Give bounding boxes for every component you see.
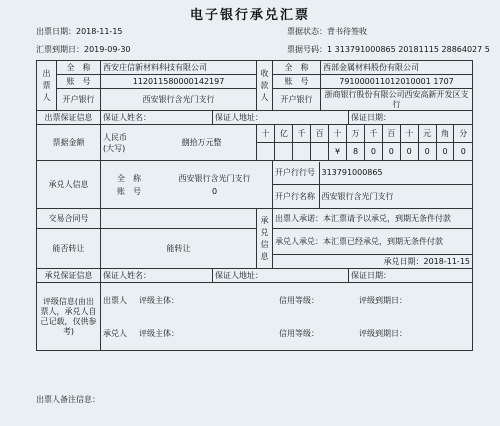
acceptor-bank-name: 西安银行含光门支行 [321,191,394,201]
bill-table [36,60,473,351]
acceptor-guarantee-label: 承兑保证信息 [37,269,101,283]
acceptor-guarantor-name: 保证人姓名： [101,269,213,283]
drawer-promise: 出票人承诺：本汇票请予以承兑，到期无条件付款 [273,209,473,229]
contract-no-value [101,209,257,229]
amount-digit-cell: 0 [400,143,418,161]
payee-side-label: 收款人 [257,61,273,111]
drawer-name-label: 全 称 [57,61,101,75]
contract-no-label: 交易合同号 [37,209,101,229]
acceptor-guarantor-address: 保证人地址： [213,269,349,283]
amount-digit-cell [293,143,311,161]
amount-unit-cell: 分 [454,125,472,143]
amount-digit-cell: 0 [454,143,472,161]
due-date: 汇票到期日：2019-09-30 [36,45,131,54]
rating-acceptor-subject: 评级主体： [139,328,179,338]
rating-acceptor: 承兑人 [103,328,127,338]
drawer-guarantor-address: 保证人地址： [213,111,349,125]
acceptor-promise: 承兑人承兑：本汇票已经承兑，到期无条件付款 [273,229,473,255]
payee-bank: 浙商银行股份有限公司西安高新开发区支行 [321,89,473,111]
drawer-name: 西安庄信新材料科技有限公司 [101,61,257,75]
rating-acceptor-expiry: 评级到期日： [359,328,407,338]
acceptance-date: 承兑日期：2018-11-15 [273,255,473,269]
amount-unit-cell: 万 [347,125,365,143]
amount-digit-cell: 0 [418,143,436,161]
amount-unit-cell: 十 [329,125,347,143]
payee-name: 西部金属材料股份有限公司 [321,61,473,75]
rating-info-label: 评级信息(由出票人，承兑人自己记载，仅供参考) [37,283,101,351]
amount-digit-cell [257,143,275,161]
amount-digit-cell [311,143,329,161]
amount-unit-cell: 百 [382,125,400,143]
amount-unit-cell: 千 [364,125,382,143]
issue-date: 出票日期：2018-11-15 [36,27,123,36]
acceptor-bank-cell [273,161,473,209]
transferable-label: 能否转让 [37,229,101,269]
amount-unit-cell: 十 [400,125,418,143]
rating-drawer-subject: 评级主体： [139,295,179,305]
status: 票据状态：背书待签收 [287,27,367,36]
amount-unit-cell: 千 [293,125,311,143]
amount-currency: 人民币 (大写) [103,132,127,153]
bill-number: 票据号码：1 313791000865 20181115 28864027 5 [287,45,490,54]
amount-unit-cell: 亿 [275,125,293,143]
drawer-guarantor-name: 保证人姓名： [101,111,213,125]
amount-words-cell [101,125,257,161]
amount-digits-cell [257,125,473,161]
rating-drawer-expiry: 评级到期日： [359,295,407,305]
acceptor-bank-name-label: 开户行名称 [273,185,319,208]
amount-digit-cell: 0 [364,143,382,161]
amount-digit-cell: 8 [347,143,365,161]
acceptor-name-label: 全 称 [117,173,141,183]
acceptor-bank-no: 313791000865 [321,168,383,178]
amount-digit-grid [257,125,472,160]
drawer-account-label: 账 号 [57,75,101,89]
amount-label: 票据金额 [37,125,101,161]
drawer-bank-label: 开户银行 [57,89,101,111]
acceptor-account-label: 账 号 [117,186,141,196]
amount-unit-cell: 百 [311,125,329,143]
drawer-bank: 西安银行含光门支行 [101,89,257,111]
rating-drawer: 出票人 [103,295,127,305]
acceptor-name-cell [101,161,273,209]
drawer-guarantee-label: 出票保证信息 [37,111,101,125]
drawer-side-label: 出票人 [37,61,57,111]
payee-name-label: 全 称 [273,61,321,75]
rating-acceptor-grade: 信用等级： [279,328,319,338]
payee-bank-label: 开户银行 [273,89,321,111]
amount-words: 捌拾万元整 [181,138,222,147]
amount-digit-cell: 0 [382,143,400,161]
transferable-value: 能转让 [101,229,257,269]
amount-digit-cell [275,143,293,161]
drawer-account: 112011580000142197 [101,75,257,89]
acceptor-bank-no-label: 开户行行号 [273,162,319,185]
acceptor-account: 0 [211,186,218,196]
amount-digit-cell: 0 [436,143,454,161]
acceptor-guarantee-date: 保证日期： [349,269,473,283]
rating-info-cell [101,283,473,351]
amount-unit-cell: 角 [436,125,454,143]
acceptance-side-label: 承兑信息 [257,209,273,269]
page-title: 电子银行承兑汇票 [189,8,310,23]
acceptor-name: 西安银行含光门支行 [178,173,251,183]
drawer-remark: 出票人备注信息： [36,395,100,404]
acceptor-info-label: 承兑人信息 [37,161,101,209]
amount-digit-cell: ¥ [329,143,347,161]
rating-drawer-grade: 信用等级： [279,295,319,305]
amount-unit-cell: 十 [261,129,270,138]
amount-unit-cell: 元 [418,125,436,143]
payee-account-label: 账 号 [273,75,321,89]
payee-account: 791000011012010001 1707 [321,75,473,89]
drawer-guarantee-date: 保证日期： [349,111,473,125]
